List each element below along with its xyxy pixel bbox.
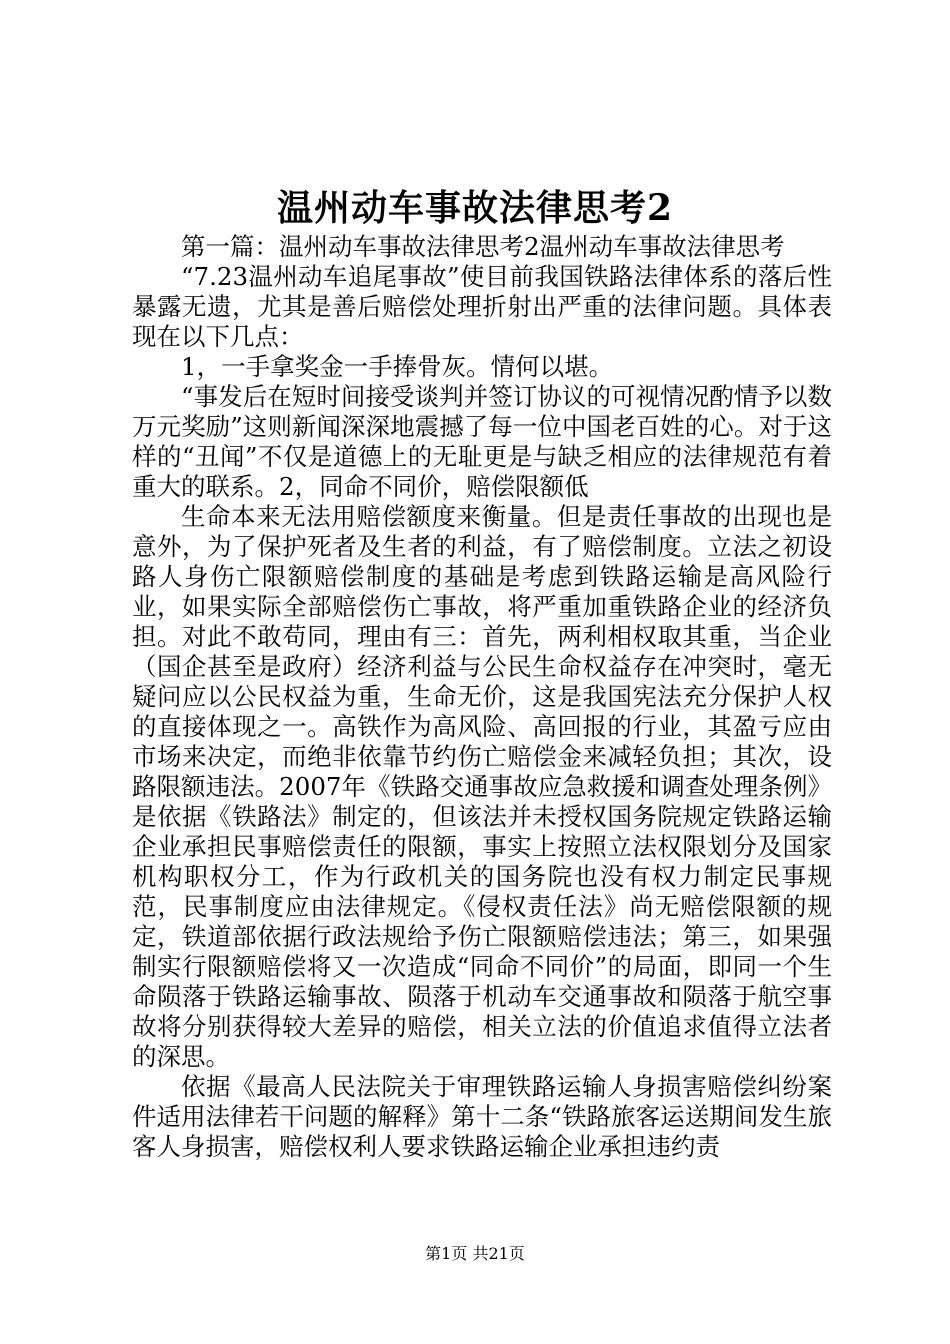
paragraph: 第一篇：温州动车事故法律思考2温州动车事故法律思考: [181, 232, 785, 261]
paragraph: 依据《最高人民法院关于审理铁路运输人身损害赔偿纠纷案件适用法律若干问题的解释》第十二条“铁路旅客运送期间发生旅客人身损害，赔偿权利人要求铁路运输企业承担违约责: [132, 1072, 832, 1161]
paragraph: 生命本来无法用赔偿额度来衡量。但是责任事故的出现也是意外，为了保护死者及生者的利益，有了赔偿制度。立法之初设路人身伤亡限额赔偿制度的基础是考虑到铁路运输是高风险行业，如果实际全部赔偿伤亡事故，将严重加重铁路企业的经济负担。对此不敢苟同，理由有三：首先，两利相权取其重，当企业（国企甚至是政府）经济利益与公民生命权益存在冲突时，毫无疑问应以公民权益为重，生命无价，这是我国宪法充分保护人权的直接体现之一。高铁作为高风险、高回报的行业，其盈亏应由市场来决定，而绝非依靠节约伤亡赔偿金来减轻负担；其次，设路限额违法。2007年《铁路交通事故应急救援和调查处理条例》是依据《铁路法》制定的，但该法并未授权国务院规定铁路运输企业承担民事赔偿责任的限额，事实上按照立法权限划分及国家机构职权分工，作为行政机关的国务院也没有权力制定民事规范，民事制度应由法律规定。《侵权责任法》尚无赔偿限额的规定，铁道部依据行政法规给予伤亡限额赔偿违法；第三，如果强制实行限额赔偿将又一次造成“同命不同价”的局面，即同一个生命陨落于铁路运输事故、陨落于机动车交通事故和陨落于航空事故将分别获得较大差异的赔偿，相关立法的价值追求值得立法者的深思。: [132, 502, 832, 1071]
document-body: [132, 232, 832, 1162]
paragraph: 1，一手拿奖金一手捧骨灰。情何以堪。: [181, 352, 614, 381]
paragraph: “事发后在短时间接受谈判并签订协议的可视情况酌情予以数万元奖励”这则新闻深深地震撼了每一位中国老百姓的心。对于这样的“丑闻”不仅是道德上的无耻更是与缺乏相应的法律规范有着重大的联系。2，同命不同价，赔偿限额低: [132, 382, 832, 501]
page-number-footer: 第1页 共21页: [425, 1244, 525, 1263]
document-title: 温州动车事故法律思考2: [276, 187, 674, 229]
paragraph: “7.23温州动车追尾事故”使目前我国铁路法律体系的落后性暴露无遗，尤其是善后赔偿处理折射出严重的法律问题。具体表现在以下几点：: [132, 262, 832, 351]
